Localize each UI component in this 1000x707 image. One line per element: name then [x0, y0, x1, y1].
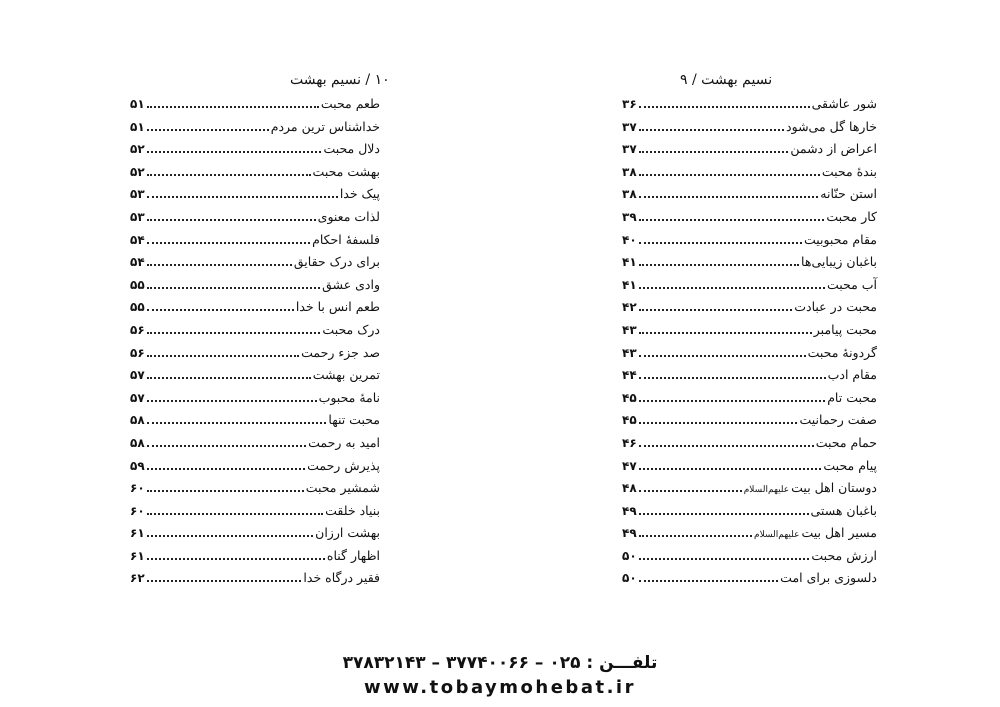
toc-entry-title: خارها گل می‌شود [786, 118, 877, 134]
toc-entry [130, 435, 380, 458]
toc-entry [130, 390, 380, 413]
toc-entry-title: نامهٔ محبوب [318, 389, 380, 405]
toc-entry-page-number: ۵۸ [130, 413, 145, 428]
dot-leader [147, 219, 316, 221]
toc-entry-page-number: ۵۳ [130, 187, 145, 202]
toc-entry [622, 390, 877, 413]
toc-entry [130, 209, 380, 232]
toc-entry-page-number: ۶۰ [130, 481, 145, 496]
toc-entry-page-number: ۴۲ [622, 300, 637, 315]
dot-leader [639, 355, 806, 357]
toc-entry-page-number: ۶۰ [130, 503, 145, 518]
toc-entry [622, 570, 877, 593]
toc-entry [622, 232, 877, 255]
toc-entry [622, 525, 877, 548]
toc-entry-page-number: ۳۶ [622, 97, 637, 111]
toc-entry-title: شمشیر محبت [305, 480, 380, 496]
toc-entry-title: طعم محبت [320, 96, 380, 111]
dot-leader [147, 264, 292, 266]
toc-entry-page-number: ۴۴ [622, 368, 637, 383]
toc-entry-title: بندهٔ محبت [821, 163, 877, 179]
toc-entry [130, 299, 380, 322]
page-header: ۱۰ / نسیم بهشت [290, 72, 390, 88]
dot-leader [147, 580, 302, 582]
dot-leader [147, 422, 327, 424]
website-url: www.tobaymohebat.ir [364, 677, 636, 698]
toc-entry-page-number: ۳۸ [622, 164, 637, 179]
toc-entry-page-number: ۴۱ [622, 277, 637, 292]
toc-entry-page-number: ۴۰ [622, 232, 637, 247]
toc-entry-page-number: ۵۲ [130, 142, 145, 157]
toc-entry [622, 367, 877, 390]
toc-entry-title: امید به رحمت [308, 434, 380, 450]
toc-entry-title: بهشت ارزان [315, 525, 380, 541]
toc-entry-page-number: ۳۷ [622, 142, 637, 157]
toc-entry-title: محبت تنها [328, 412, 380, 428]
toc-entry-title: حمام محبت [815, 434, 877, 450]
toc-entry-title: درک محبت [322, 321, 380, 337]
toc-entry-title: طعم انس با خدا [295, 299, 380, 315]
dot-leader [639, 332, 812, 334]
dot-leader [639, 309, 793, 311]
dot-leader [639, 580, 779, 582]
dot-leader [147, 106, 319, 108]
toc-entry [622, 164, 877, 187]
dot-leader [147, 242, 310, 244]
toc-entry-title: دلال محبت [323, 141, 380, 157]
dot-leader [639, 129, 784, 131]
toc-entry-title: محبت تام [827, 389, 877, 405]
toc-entry [622, 119, 877, 142]
toc-entry [622, 412, 877, 435]
toc-entry-page-number: ۶۱ [130, 526, 145, 541]
toc-entry-page-number: ۴۵ [622, 413, 637, 428]
dot-leader [639, 468, 822, 470]
toc-entry-page-number: ۴۶ [622, 435, 637, 450]
toc-entry [130, 503, 380, 526]
dot-leader [147, 287, 320, 289]
toc-entry-title: تمرین بهشت [312, 367, 380, 383]
toc-entry [622, 209, 877, 232]
toc-entry-page-number: ۵۷ [130, 368, 145, 383]
toc-entry [622, 141, 877, 164]
toc-entry-title: صد جزء رحمت [301, 344, 380, 360]
dot-leader [147, 558, 325, 560]
table-of-contents [130, 96, 380, 593]
toc-entry-title: بنیاد خلقت [325, 502, 380, 518]
toc-entry-title: شور عاشقی [811, 96, 877, 111]
toc-entry-page-number: ۴۵ [622, 390, 637, 405]
dot-leader [147, 400, 317, 402]
toc-entry [130, 96, 380, 119]
toc-entry-page-number: ۴۷ [622, 458, 637, 473]
toc-entry [622, 345, 877, 368]
table-of-contents [622, 96, 877, 593]
toc-entry-page-number: ۵۲ [130, 164, 145, 179]
toc-entry [622, 458, 877, 481]
dot-leader [639, 151, 789, 153]
toc-entry-page-number: ۴۸ [622, 481, 637, 496]
toc-entry-title: بهشت محبت [312, 163, 380, 179]
toc-entry-title: کار محبت [826, 208, 877, 224]
toc-entry-page-number: ۵۸ [130, 435, 145, 450]
dot-leader [147, 174, 311, 176]
dot-leader [639, 174, 820, 176]
dot-leader [639, 422, 798, 424]
honorific-seal: علیهم‌السلام [743, 485, 790, 496]
toc-entry-title: استن حنّانه [820, 186, 877, 202]
toc-entry [130, 186, 380, 209]
right-page [500, 0, 1000, 707]
toc-entry [130, 480, 380, 503]
toc-entry-title: محبت در عبادت [794, 299, 877, 315]
toc-entry-page-number: ۳۸ [622, 187, 637, 202]
toc-entry-page-number: ۵۱ [130, 97, 145, 111]
toc-entry-title: صفت رحمانیت [799, 412, 877, 428]
dot-leader [639, 264, 799, 266]
dot-leader [147, 355, 299, 357]
dot-leader [147, 129, 269, 131]
toc-entry-page-number: ۵۶ [130, 322, 145, 337]
toc-entry-page-number: ۵۰ [622, 548, 637, 563]
toc-entry [130, 548, 380, 571]
toc-entry-title: پیک خدا [339, 186, 380, 202]
toc-entry-page-number: ۵۹ [130, 458, 145, 473]
toc-entry [622, 277, 877, 300]
toc-entry-page-number: ۵۴ [130, 255, 145, 270]
toc-entry-title: مقام محبوبیت [803, 231, 877, 247]
toc-entry-page-number: ۳۹ [622, 209, 637, 224]
dot-leader [639, 377, 826, 379]
dot-leader [147, 490, 304, 492]
toc-entry [130, 232, 380, 255]
toc-entry [130, 570, 380, 593]
toc-entry [130, 277, 380, 300]
toc-entry [130, 367, 380, 390]
toc-entry [622, 96, 877, 119]
toc-entry [622, 299, 877, 322]
toc-entry [622, 503, 877, 526]
toc-entry-page-number: ۴۳ [622, 322, 637, 337]
toc-entry-title: وادی عشق [322, 276, 380, 292]
toc-entry-page-number: ۴۹ [622, 526, 637, 541]
dot-leader [147, 513, 324, 515]
dot-leader [147, 445, 306, 447]
toc-entry [130, 322, 380, 345]
toc-entry [130, 119, 380, 142]
toc-entry [622, 435, 877, 458]
toc-entry [622, 186, 877, 209]
dot-leader [639, 445, 814, 447]
toc-entry-page-number: ۶۲ [130, 571, 145, 586]
toc-entry-title: دوستان اهل بیت [791, 480, 877, 496]
dot-leader [639, 106, 810, 108]
toc-entry [130, 458, 380, 481]
dot-leader [639, 490, 742, 492]
toc-entry-page-number: ۵۱ [130, 119, 145, 134]
toc-entry-title: اعراض از دشمن [790, 141, 877, 157]
toc-entry-page-number: ۳۷ [622, 119, 637, 134]
toc-entry-title: آب محبت [826, 276, 877, 292]
dot-leader [639, 513, 809, 515]
honorific-seal: علیهم‌السلام [754, 530, 800, 541]
toc-entry-title: فلسفهٔ احکام [312, 231, 380, 247]
toc-entry-title: باغبان هستی [810, 502, 877, 518]
dot-leader [639, 242, 802, 244]
dot-leader [639, 535, 752, 537]
toc-entry-title: محبت پیامبر [813, 321, 877, 337]
toc-entry-page-number: ۵۶ [130, 345, 145, 360]
toc-entry-title: مقام ادب [827, 367, 877, 383]
dot-leader [639, 196, 819, 198]
dot-leader [639, 558, 810, 560]
dot-leader [147, 151, 322, 153]
toc-entry [130, 164, 380, 187]
toc-entry-page-number: ۴۱ [622, 255, 637, 270]
toc-entry [130, 141, 380, 164]
page-header: نسیم بهشت / ۹ [680, 72, 773, 88]
phone-numbers: تلفـــن : ۰۲۵ – ۳۷۷۴۰۰۶۶ – ۳۷۸۳۲۱۴۳ [342, 653, 658, 673]
toc-entry [622, 480, 877, 503]
toc-entry-page-number: ۵۵ [130, 277, 145, 292]
dot-leader [639, 400, 826, 402]
toc-entry [130, 525, 380, 548]
toc-entry-title: اظهار گناه [326, 547, 380, 563]
toc-entry-page-number: ۵۷ [130, 390, 145, 405]
toc-entry-title: ارزش محبت [811, 547, 877, 563]
dot-leader [147, 196, 338, 198]
toc-entry [130, 254, 380, 277]
toc-entry-page-number: ۴۳ [622, 345, 637, 360]
toc-entry-title: خداشناس ترین مردم [270, 118, 380, 134]
dot-leader [147, 468, 305, 470]
dot-leader [147, 332, 321, 334]
toc-entry [130, 412, 380, 435]
toc-entry-page-number: ۶۱ [130, 548, 145, 563]
toc-entry-title: لذات معنوی [317, 208, 380, 224]
toc-entry [622, 548, 877, 571]
dot-leader [147, 377, 311, 379]
toc-entry-title: برای درک حقایق [293, 254, 380, 270]
toc-entry-title: پذیرش رحمت [307, 457, 380, 473]
toc-entry [622, 322, 877, 345]
dot-leader [639, 219, 825, 221]
toc-entry-page-number: ۵۳ [130, 209, 145, 224]
dot-leader [639, 287, 825, 289]
toc-entry-title: فقیر درگاه خدا [303, 570, 380, 586]
toc-entry-page-number: ۵۴ [130, 232, 145, 247]
dot-leader [147, 535, 314, 537]
toc-entry-page-number: ۵۰ [622, 571, 637, 586]
toc-entry-title: پیام محبت [823, 457, 877, 473]
toc-entry [130, 345, 380, 368]
toc-entry-title: مسیر اهل بیت [801, 525, 877, 541]
toc-entry [622, 254, 877, 277]
dot-leader [147, 309, 294, 311]
toc-entry-title: دلسوزی برای امت [780, 570, 877, 586]
toc-entry-page-number: ۵۵ [130, 300, 145, 315]
toc-entry-title: گردونهٔ محبت [807, 344, 877, 360]
toc-entry-page-number: ۴۹ [622, 503, 637, 518]
toc-entry-title: باغبان زیبایی‌ها [801, 254, 877, 270]
